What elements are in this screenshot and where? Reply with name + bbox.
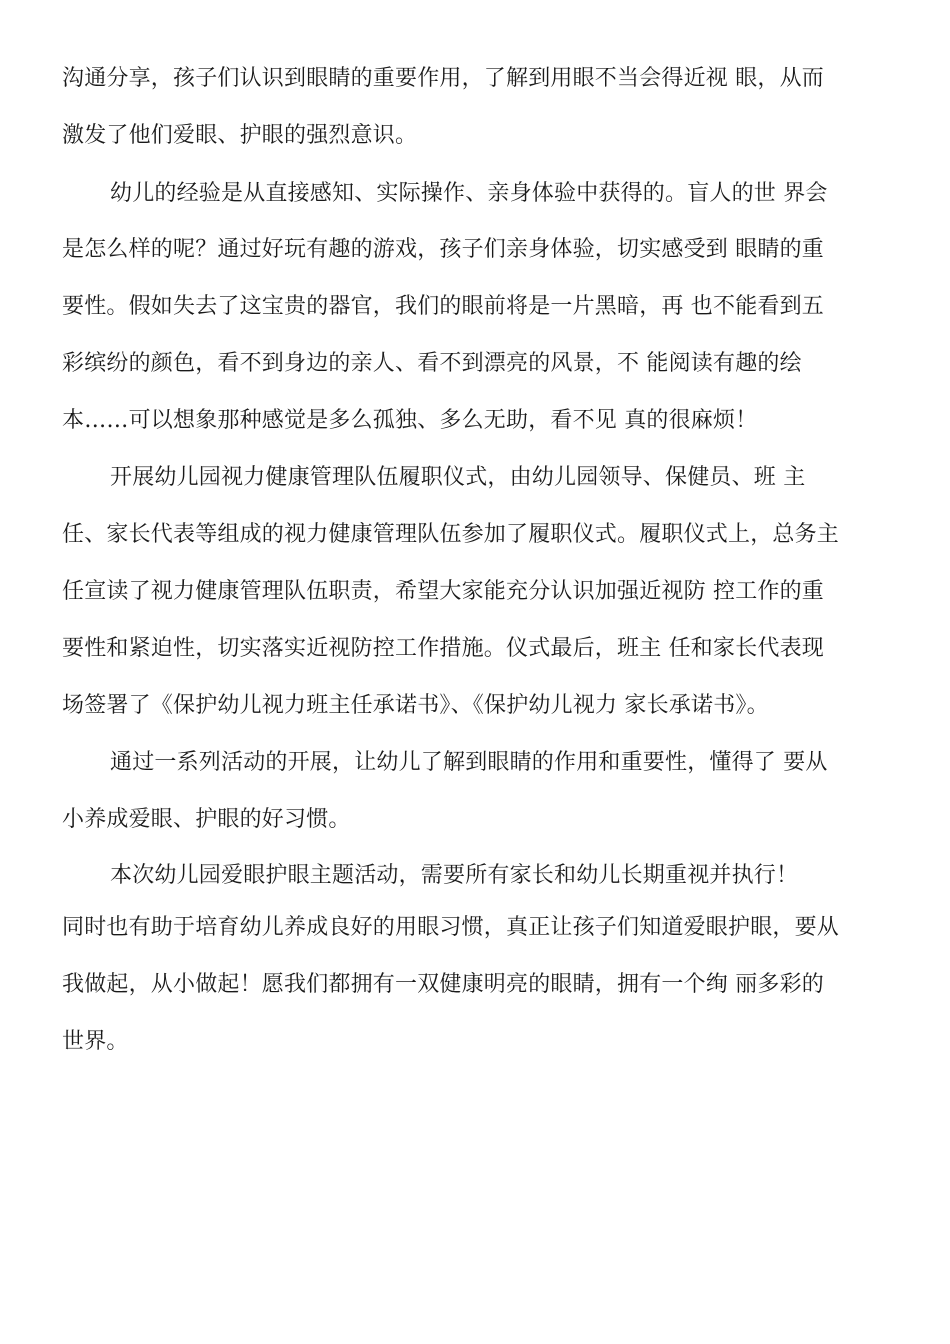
text-line: 本……可以想象那种感觉是多么孤独、多么无助，看不见 真的很麻烦！ — [62, 408, 758, 433]
text-line: 任、家长代表等组成的视力健康管理队伍参加了履职仪式。履职仪式上，总务主 — [62, 522, 840, 547]
text-line: 幼儿的经验是从直接感知、实际操作、亲身体验中获得的。盲人的世 界会 — [110, 181, 828, 206]
text-line: 场签署了《保护幼儿视力班主任承诺书》、《保护幼儿视力 家长承诺书》。 — [62, 693, 769, 718]
text-line: 我做起，从小做起！愿我们都拥有一双健康明亮的眼睛，拥有一个绚 丽多彩的 — [62, 972, 824, 997]
text-line: 是怎么样的呢？通过好玩有趣的游戏，孩子们亲身体验，切实感受到 眼睛的重 — [62, 237, 824, 262]
text-line: 要性。假如失去了这宝贵的器官，我们的眼前将是一片黑暗，再 也不能看到五 — [62, 294, 824, 319]
text-line: 世界。 — [62, 1029, 129, 1054]
text-line: 开展幼儿园视力健康管理队伍履职仪式，由幼儿园领导、保健员、班 主 — [110, 465, 806, 490]
text-line: 要性和紧迫性，切实落实近视防控工作措施。仪式最后，班主 任和家长代表现 — [62, 636, 824, 661]
text-line: 彩缤纷的颜色，看不到身边的亲人、看不到漂亮的风景，不 能阅读有趣的绘 — [62, 351, 802, 376]
text-line: 激发了他们爱眼、护眼的强烈意识。 — [62, 123, 418, 148]
text-line: 沟通分享，孩子们认识到眼睛的重要作用，了解到用眼不当会得近视 眼，从而 — [62, 66, 824, 91]
text-line: 本次幼儿园爱眼护眼主题活动，需要所有家长和幼儿长期重视并执行！ — [110, 863, 799, 888]
text-line: 通过一系列活动的开展，让幼儿了解到眼睛的作用和重要性，懂得了 要从 — [110, 750, 828, 775]
text-line: 小养成爱眼、护眼的好习惯。 — [62, 807, 351, 832]
text-line: 同时也有助于培育幼儿养成良好的用眼习惯，真正让孩子们知道爱眼护眼，要从 — [62, 915, 840, 940]
text-line: 任宣读了视力健康管理队伍职责，希望大家能充分认识加强近视防 控工作的重 — [62, 579, 824, 604]
